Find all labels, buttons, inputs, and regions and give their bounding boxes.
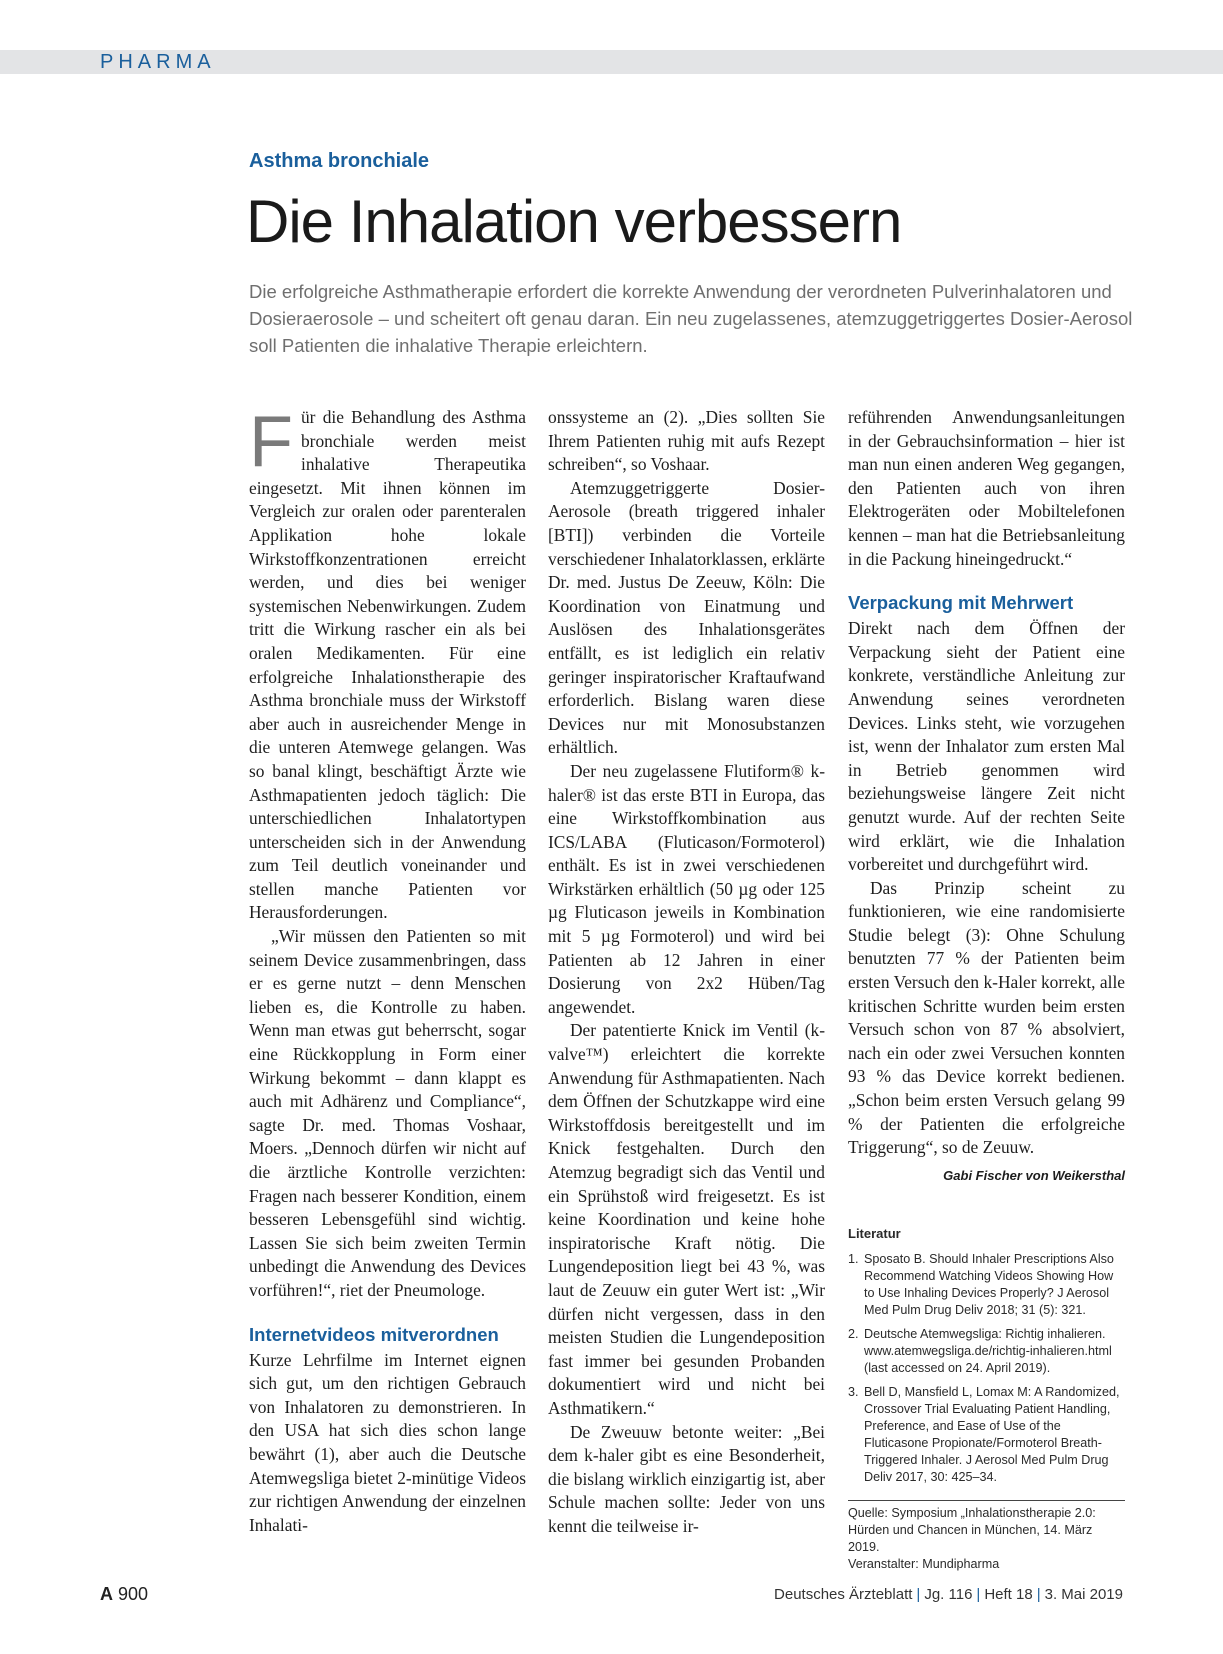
literature-item: [848, 1251, 1125, 1319]
paragraph: Direkt nach dem Öffnen der Verpackung sieht der Patient eine konkrete, verständliche Anleitung zur Anwendung seines verordneten Devices. Links steht, wie vorzugehen ist, wenn der Inhalator zum ersten Mal in Betrieb genommen wird beziehungsweise längere Zeit nicht genutzt wurde. Auf der rechten Seite wird erklärt, wie die Inhalation vorbereitet und durchgeführt wird.: [848, 618, 1125, 875]
paragraph: Atemzuggetriggerte Dosier-Aerosole (breath triggered inhaler [BTI]) verbinden die Vorteile verschiedener Inhalatorklassen, erklärte Dr. med. Justus De Zeeuw, Köln: Die Koordination von Einatmung und Auslösen des Inhalationsgerätes entfällt, es ist lediglich ein relativ geringer inspiratorischer Kraftaufwand erforderlich. Bislang waren diese Devices nur mit Monosubstanzen erhältlich.: [548, 477, 825, 758]
literature-section: [848, 1225, 1125, 1493]
author-byline: Gabi Fischer von Weikersthal: [943, 1167, 1125, 1183]
literature-heading: Literatur: [848, 1226, 901, 1241]
page-number: [100, 1584, 148, 1605]
column-2: [548, 406, 825, 1539]
source-line: Veranstalter: Mundipharma: [848, 1557, 1000, 1571]
separator: |: [976, 1586, 981, 1603]
journal-footer: [774, 1586, 1123, 1603]
literature-number: 1.: [848, 1252, 859, 1266]
subheading: Internetvideos mitverordnen: [249, 1323, 499, 1345]
separator: |: [916, 1586, 921, 1603]
source-line: Hürden und Chancen in München, 14. März 2019.: [848, 1523, 1093, 1554]
journal-issue: Heft 18: [984, 1586, 1033, 1603]
paragraph: [249, 402, 526, 925]
literature-list: [848, 1251, 1125, 1486]
article-kicker: Asthma bronchiale: [249, 150, 430, 172]
drop-cap: F: [249, 402, 293, 482]
literature-text: Bell D, Mansfield L, Lomax M: A Randomized, Crossover Trial Evaluating Patient Handling, Preference, and Ease of Use of the Fluticasone Propionate/Formoterol Breath-Triggered Inhaler. J Aerosol Med Pulm Drug Deliv 2017, 30: 425–34.: [864, 1385, 1120, 1484]
article-title: Die Inhalation verbessern: [246, 188, 902, 255]
separator: |: [1036, 1586, 1041, 1603]
paragraph-text: ür die Behandlung des Asthma bronchiale werden meist inhalative Therapeutika eingesetzt. Mit ihnen können im Vergleich zur oralen oder parenteralen Applikation hohe lokale Wirkstoffkonzentrationen erreicht werden, und dies bei weniger systemischen Nebenwirkungen. Zudem tritt die Wirkung rascher ein als bei oralen Medikamenten. Für eine erfolgreiche Inhalationstherapie des Asthma bronchiale muss der Wirkstoff aber auch in ausreichender Menge in die unteren Atemwege gelangen. Was so banal klingt, beschäftigt Ärzte wie Asthmapatienten jedoch täglich: Die unterschiedlichen Inhalatortypen unterscheiden sich in der Anwendung zum Teil deutlich voneinander und stellen manche Patienten vor Herausforderungen.: [249, 407, 526, 923]
literature-item: [848, 1384, 1125, 1486]
page-number-value: 900: [118, 1584, 149, 1604]
subheading: Verpackung mit Mehrwert: [848, 592, 1074, 614]
source-note: [848, 1500, 1125, 1573]
literature-text: Sposato B. Should Inhaler Prescriptions Also Recommend Watching Videos Showing How to Use Inhaling Devices Properly? J Aerosol Med Pulm Drug Deliv 2018; 31 (5): 321.: [864, 1252, 1114, 1317]
paragraph: reführenden Anwendungsanleitungen in der Gebrauchsinformation – hier ist man nun einen anderen Weg gegangen, den Patienten auch von ihren Elektrogeräten oder Mobiltelefonen kennen – man hat die Betriebsanleitung in die Packung hineingedruckt.“: [848, 407, 1125, 569]
paragraph: onssysteme an (2). „Dies sollten Sie Ihrem Patienten ruhig mit aufs Rezept schreiben“, so Voshaar.: [548, 407, 825, 475]
paragraph: [848, 877, 1125, 1183]
literature-number: 3.: [848, 1385, 859, 1399]
literature-number: 2.: [848, 1327, 859, 1341]
journal-volume: Jg. 116: [924, 1586, 973, 1603]
journal-name: Deutsches Ärzteblatt: [774, 1586, 913, 1603]
paragraph-text: Das Prinzip scheint zu funktionieren, wie eine randomisierte Studie belegt (3): Ohne Schulung benutzten 77 % der Patienten beim ersten Versuch den k-Haler korrekt, alle kritischen Schritte wurden beim ersten Versuch schon von 87 % absolviert, nach ein oder zwei Versuchen konnten 93 % das Device korrekt bedienen. „Schon beim ersten Versuch gelang 99 % der Patienten die erfolgreiche Triggerung“, so de Zeuuw.: [848, 877, 1125, 1158]
section-label: PHARMA: [100, 51, 216, 73]
paragraph: Kurze Lehrfilme im Internet eignen sich gut, um den richtigen Gebrauch von Inhalatoren zu demonstrieren. In den USA hat sich dies schon lange bewährt (1), aber auch die Deutsche Atemwegsliga bietet 2-minütige Videos zur richtigen Anwendung der einzelnen Inhalati-: [249, 1349, 526, 1535]
paragraph: „Wir müssen den Patienten so mit seinem Device zusammenbringen, dass er es gerne nutzt – denn Menschen lieben es, die Kontrolle zu haben. Wenn man etwas gut beherrscht, sogar eine Rückkopplung in Form einer Wirkung bekommt – dann klappt es auch mit Adhärenz und Compliance“, sagte Dr. med. Thomas Voshaar, Moers. „Dennoch dürfen wir nicht auf die ärztliche Kontrolle verzichten: Fragen nach besserer Kondition, einem besseren Lebensgefühl sind wichtig. Lassen Sie sich beim zweiten Termin unbedingt die Anwendung des Devices vorführen!“, riet der Pneumologe.: [249, 926, 526, 1300]
source-line: Quelle: Symposium „Inhalationstherapie 2.0:: [848, 1506, 1096, 1520]
column-3: [848, 406, 1125, 1187]
literature-item: [848, 1326, 1125, 1377]
literature-text: Deutsche Atemwegsliga: Richtig inhalieren. www.atemwegsliga.de/richtig-inhalieren.html (last accessed on 24. April 2019).: [864, 1327, 1112, 1375]
paragraph: De Zweuuw betonte weiter: „Bei dem k-haler gibt es eine Besonderheit, die bislang wirklich einzigartig ist, aber Schule machen sollte: Jeder von uns kennt die teilweise ir-: [548, 1421, 825, 1536]
paragraph: Der neu zugelassene Flutiform® k-haler® ist das erste BTI in Europa, das eine Wirkstoffkombination aus ICS/LABA (Fluticason/Formoterol) enthält. Es ist in zwei verschiedenen Wirkstärken erhältlich (50 µg oder 125 µg Fluticason jeweils in Kombination mit 5 µg Formoterol) und wird bei Patienten ab 12 Jahren in einer Dosierung von 2x2 Hüben/Tag angewendet.: [548, 760, 825, 1017]
journal-date: 3. Mai 2019: [1044, 1586, 1123, 1603]
article-lead: Die erfolgreiche Asthmatherapie erfordert die korrekte Anwendung der verordneten Pulverinhalatoren und Dosieraerosole – und scheitert oft genau daran. Ein neu zugelassenes, atemzuggetriggertes Dosier-Aerosol soll Patienten die inhalative Therapie erleichtern.: [249, 281, 1133, 356]
column-1: [249, 402, 526, 1537]
page-prefix: A: [100, 1584, 113, 1604]
paragraph: Der patentierte Knick im Ventil (k-valve™) erleichtert die korrekte Anwendung für Asthmapatienten. Nach dem Öffnen der Schutzkappe wird eine Wirkstoffdosis bereitgestellt und im Knick festgehalten. Durch den Atemzug begradigt sich das Ventil und ein Sprühstoß wird freigesetzt. Es ist keine Koordination und keine hohe inspiratorische Kraft nötig. Die Lungendeposition liegt bei 43 %, was laut de Zeuuw ein guter Wert ist: „Wir dürfen nicht vergessen, dass in den meisten Studien die Lungendeposition fast immer bei gesunden Probanden dokumentiert wird und nicht bei Asthmatikern.“: [548, 1020, 825, 1418]
